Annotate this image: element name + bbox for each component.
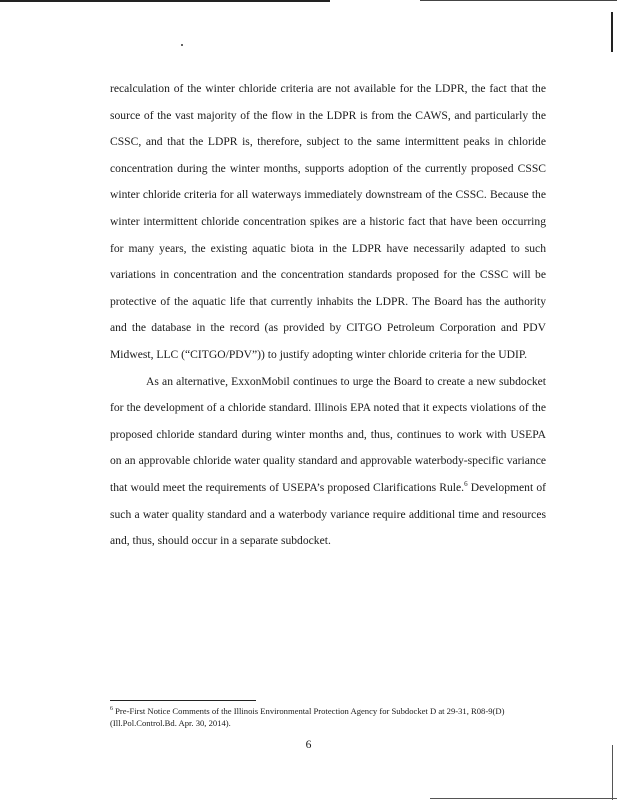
footnote-marker: 6 (110, 706, 113, 713)
paragraph-2 (110, 369, 546, 555)
scan-edge-bottom (430, 798, 617, 799)
scan-edge-right (611, 12, 613, 52)
paragraph-2-end: Development of such a water quality standard and a waterbody variance require additional time and resources and, thus, should occur in a separate subdocket. (110, 480, 546, 548)
footnote-text: Pre-First Notice Comments of the Illinois Environmental Protection Agency for Subdocket D at 29-31, R08-9(D) (Ill.Pol.Control.Bd. Apr. 30, 2014). (110, 706, 505, 728)
paragraph-2-text: As an alternative, ExxonMobil continues to urge the Board to create a new subdocket for the development of a chloride standard. Illinois EPA noted that it expects violations of the proposed chloride standard during winter months and, thus, continues to work with USEPA on an approvable chloride water quality standard and approvable waterbody-specific variance that would meet the requirements of USEPA’s proposed Clarifications Rule. (110, 374, 546, 494)
paragraph-1: recalculation of the winter chloride criteria are not available for the LDPR, the fact that the source of the vast majority of the flow in the LDPR is from the CAWS, and particularly the CSSC, and that the LDPR is, therefore, subject to the same intermittent peaks in chloride concentration during the winter months, supports adoption of the currently proposed CSSC winter chloride criteria for all waterways immediately downstream of the CSSC. Because the winter intermittent chloride concentration spikes are a historic fact that have been occurring for many years, the existing aquatic biota in the LDPR have necessarily adapted to such variations in concentration and the concentration standards proposed for the CSSC will be protective of the aquatic life that currently inhabits the LDPR. The Board has the authority and the database in the record (as provided by CITGO Petroleum Corporation and PDV Midwest, LLC (“CITGO/PDV”)) to justify adopting winter chloride criteria for the UDIP. (110, 82, 546, 361)
scan-edge-top-right (420, 0, 617, 1)
scan-edge-top (0, 0, 330, 2)
scan-edge-right-lower (612, 745, 613, 800)
footnote (110, 705, 546, 729)
page-number: 6 (305, 738, 312, 751)
footnote-reference: 6 (464, 480, 468, 489)
scan-speck (181, 44, 183, 46)
footnote-divider (110, 700, 256, 701)
document-body (110, 76, 546, 555)
